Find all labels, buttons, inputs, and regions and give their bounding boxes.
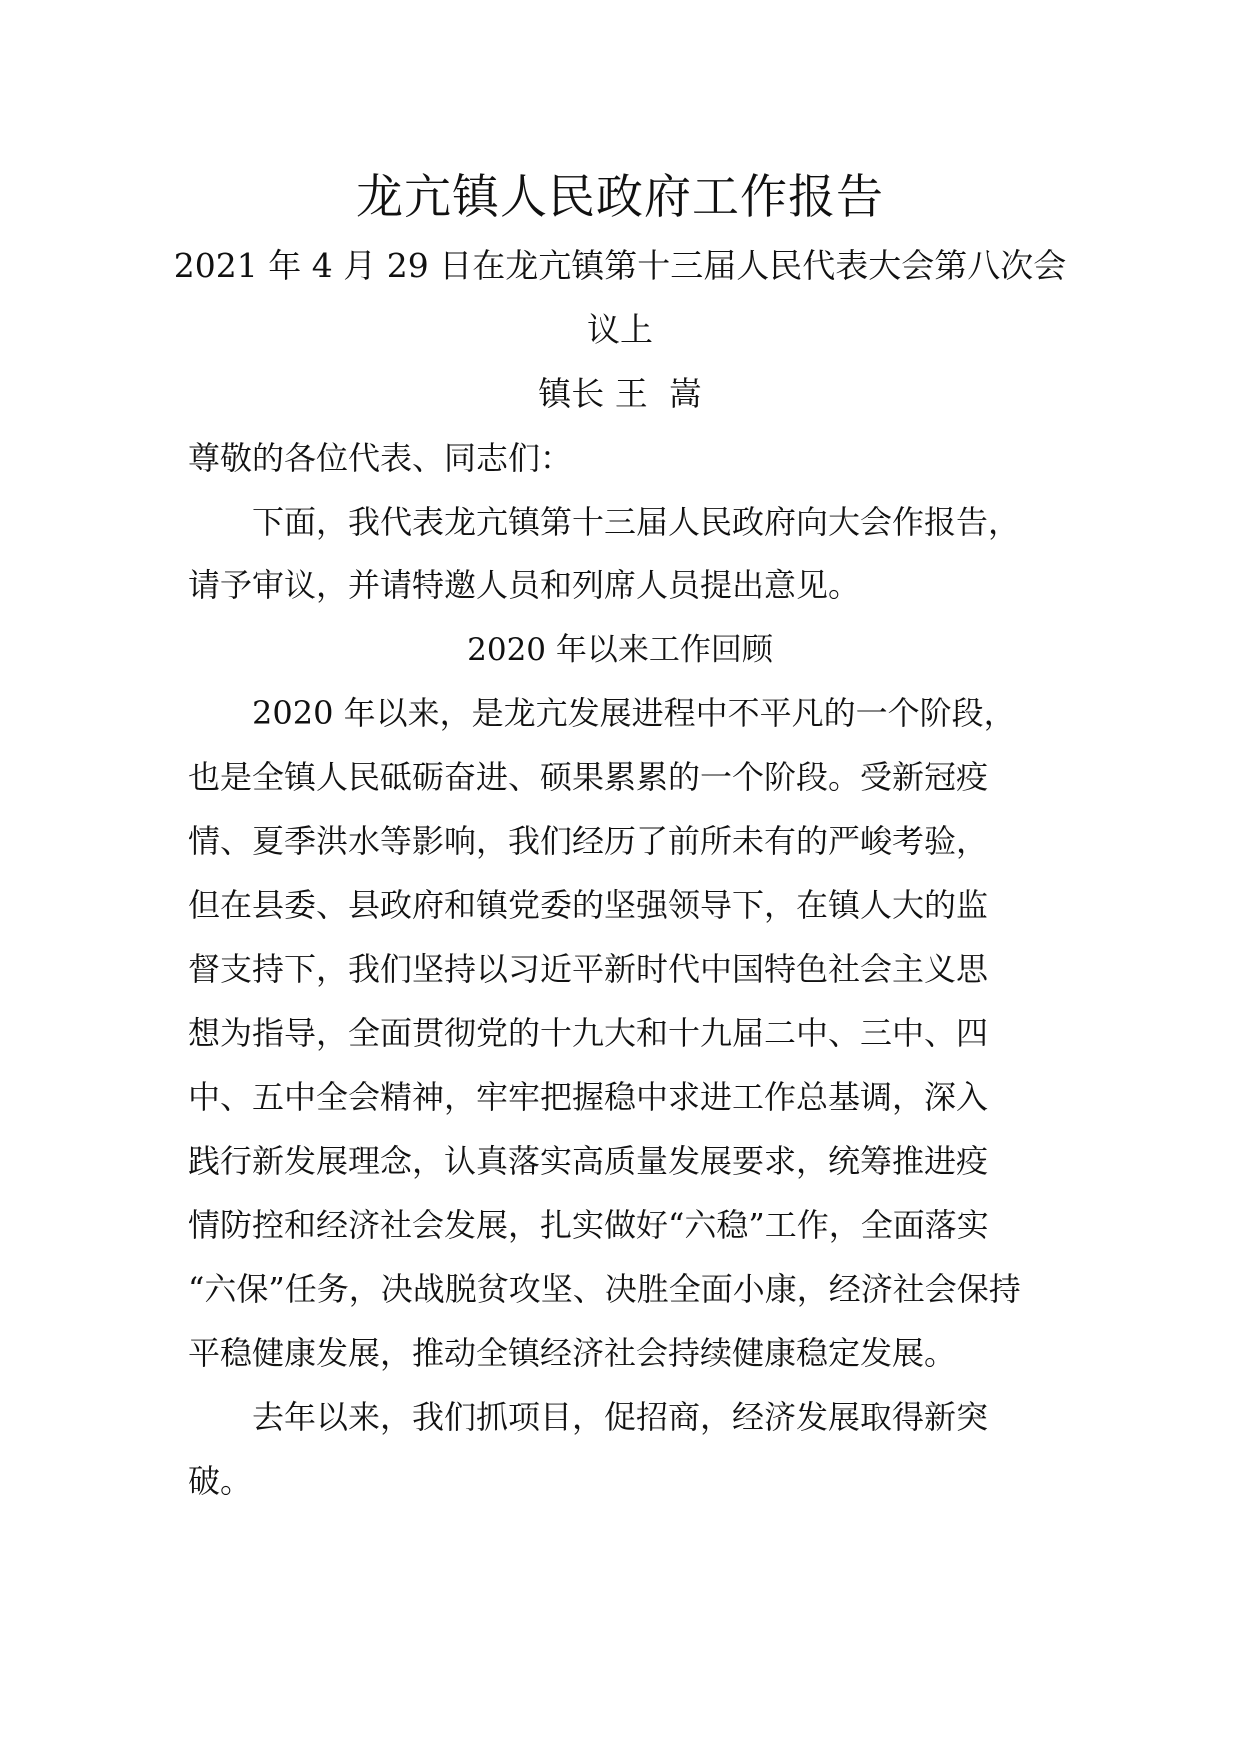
review-line: 但在县委、县政府和镇党委的坚强领导下，在镇人大的监 <box>188 886 989 924</box>
report-author: 镇长 王 嵩 <box>538 374 702 413</box>
closing-line: 去年以来，我们抓项目，促招商，经济发展取得新突 <box>188 1398 989 1436</box>
review-line: 督支持下，我们坚持以习近平新时代中国特色社会主义思 <box>188 950 989 988</box>
review-line: 情防控和经济社会发展，扎实做好“六稳”工作，全面落实 <box>188 1206 989 1244</box>
report-subtitle-line-1: 2021 年 4 月 29 日在龙亢镇第十三届人民代表大会第八次会 <box>173 246 1067 285</box>
section-heading: 2020 年以来工作回顾 <box>467 632 773 668</box>
review-line: 也是全镇人民砥砺奋进、硕果累累的一个阶段。受新冠疫 <box>188 758 989 796</box>
review-line: 平稳健康发展，推动全镇经济社会持续健康稳定发展。 <box>188 1334 957 1372</box>
review-line: 践行新发展理念，认真落实高质量发展要求，统筹推进疫 <box>188 1142 989 1180</box>
review-line: 2020 年以来，是龙亢发展进程中不平凡的一个阶段， <box>188 694 1016 732</box>
closing-line: 破。 <box>188 1462 253 1500</box>
report-subtitle-line-2: 议上 <box>587 310 653 349</box>
review-line: 情、夏季洪水等影响，我们经历了前所未有的严峻考验， <box>188 822 989 860</box>
review-line: 中、五中全会精神，牢牢把握稳中求进工作总基调，深入 <box>188 1078 989 1116</box>
intro-line: 下面，我代表龙亢镇第十三届人民政府向大会作报告， <box>188 503 1021 541</box>
intro-line: 请予审议，并请特邀人员和列席人员提出意见。 <box>188 566 861 604</box>
report-title: 龙亢镇人民政府工作报告 <box>356 170 884 225</box>
review-line: “六保”任务，决战脱贫攻坚、决胜全面小康，经济社会保持 <box>188 1270 1021 1308</box>
salutation: 尊敬的各位代表、同志们： <box>188 439 573 477</box>
review-line: 想为指导，全面贯彻党的十九大和十九届二中、三中、四 <box>188 1014 989 1052</box>
